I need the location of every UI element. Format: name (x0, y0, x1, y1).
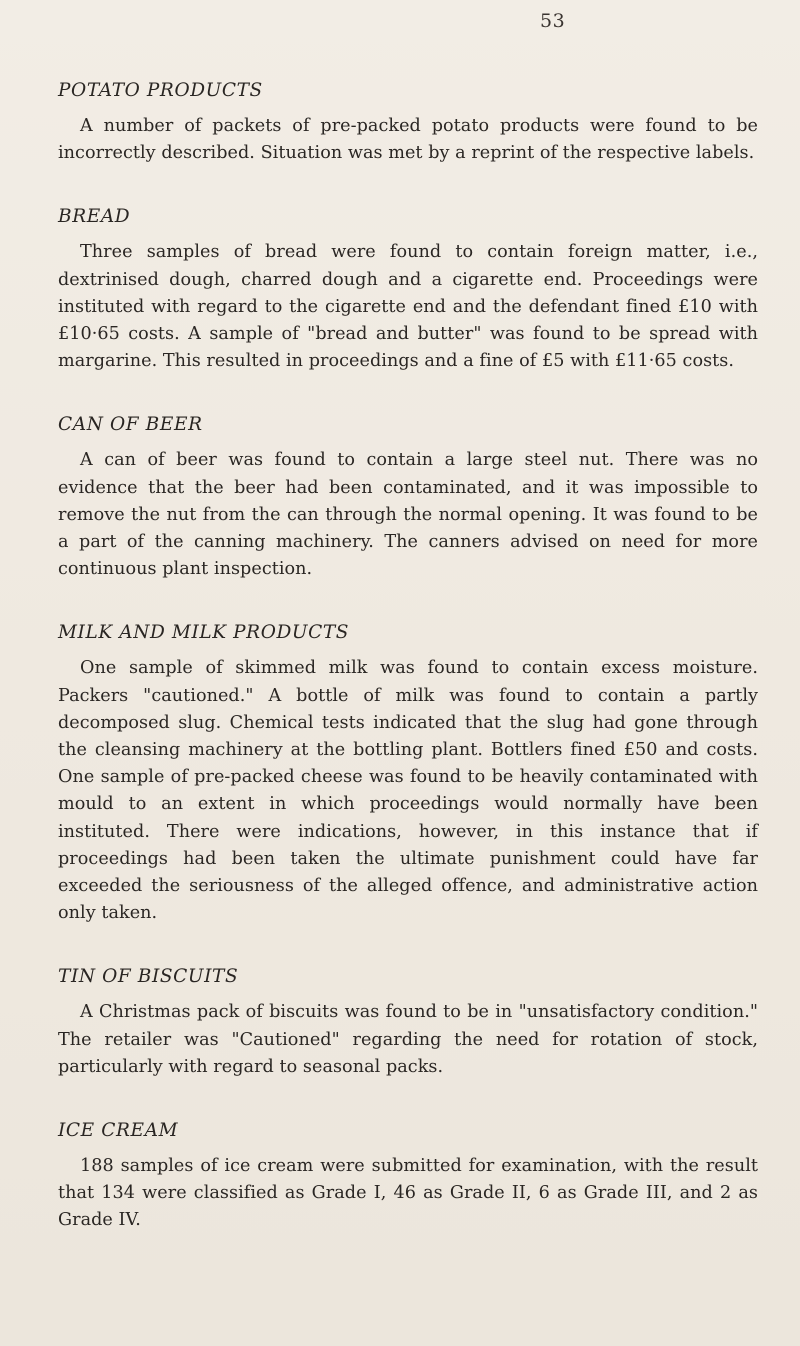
section-paragraph: 188 samples of ice cream were submitted for examination, with the result that 134 were classified as Grade I, 46 as Grade II, 6 as Grade III, and 2 as Grade IV. (58, 1156, 758, 1231)
page-number: 53 (540, 10, 566, 32)
section-paragraph: One sample of skimmed milk was found to contain excess moisture. Packers "cautioned." A bottle of milk was found to contain a partly decomposed slug. Chemical tests indicated that the slug had gone through the cleansing machinery at the bottling plant. Bottlers fined £50 and costs. One sample of pre-packed cheese was found to be heavily contaminated with mould to an extent in which proceedings would normally have been instituted. There were indications, however, in this instance that if proceedings had been taken the ultimate punishment could have far exceeded the seriousness of the alleged offence, and administrative action only taken. (58, 658, 758, 924)
section-heading: POTATO PRODUCTS (58, 80, 263, 101)
section-can-of-beer (58, 412, 758, 583)
page-content (58, 78, 758, 1235)
section-paragraph: Three samples of bread were found to contain foreign matter, i.e., dextrinised dough, charred dough and a cigarette end. Proceedings were instituted with regard to the cigarette end and the defendant fined £10 with £10·65 costs. A sample of "bread and butter" was found to be spread with margarine. This resulted in proceedings and a fine of £5 with £11·65 costs. (58, 242, 758, 372)
section-milk-and-milk-products (58, 620, 758, 927)
section-paragraph: A number of packets of pre-packed potato products were found to be incorrectly described. Situation was met by a reprint of the respective labels. (58, 116, 758, 164)
section-tin-of-biscuits (58, 964, 758, 1081)
section-heading: CAN OF BEER (58, 414, 203, 436)
section-potato-products (58, 78, 758, 167)
section-ice-cream (58, 1118, 758, 1235)
section-paragraph: A Christmas pack of biscuits was found to be in "unsatisfactory condition." The retailer was "Cautioned" regarding the need for rotation of stock, particularly with regard to seasonal packs. (58, 1002, 758, 1077)
section-heading: TIN OF BISCUITS (58, 966, 239, 988)
section-heading: BREAD (58, 206, 131, 228)
section-paragraph: A can of beer was found to contain a large steel nut. There was no evidence that the beer had been contaminated, and it was impossible to remove the nut from the can through the normal opening. It was found to be a part of the canning machinery. The canners advised on need for more continuous plant inspection. (58, 450, 758, 580)
section-heading: MILK AND MILK PRODUCTS (58, 622, 350, 644)
section-bread (58, 204, 758, 375)
section-heading: ICE CREAM (58, 1120, 179, 1142)
